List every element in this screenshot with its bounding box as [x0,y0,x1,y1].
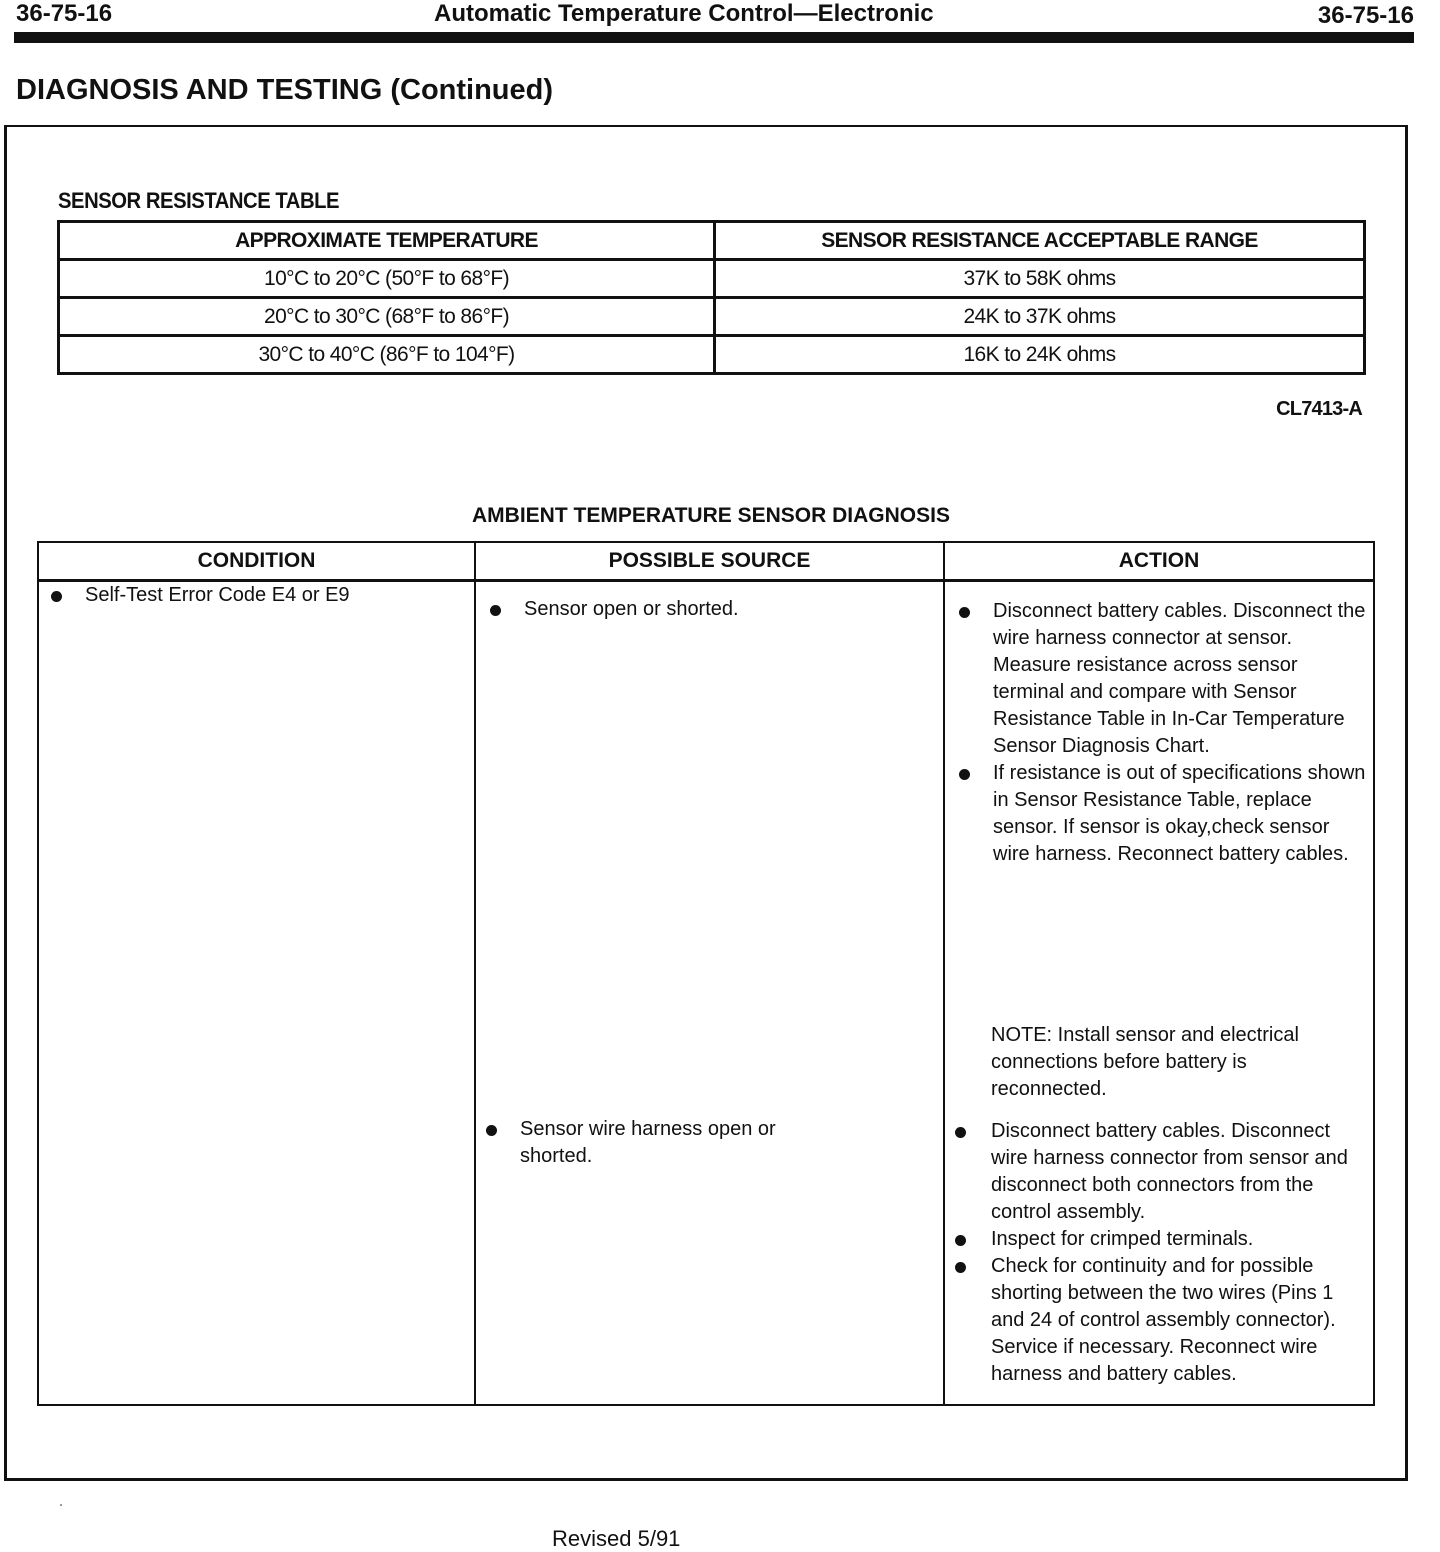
section-title: DIAGNOSIS AND TESTING (Continued) [16,74,554,106]
footer-revision: Revised 5/91 [552,1526,681,1551]
table-header-row [38,542,1374,581]
list-item [39,582,474,609]
header-rule [14,32,1414,43]
bullet-icon [959,769,970,780]
action-text: If resistance is out of specifications shown in Sensor Resistance Table, replace sensor. If sensor is okay,check sensor wire harness. Reconnect battery cables. [993,762,1366,865]
table-cell: 30°C to 40°C (86°F to 104°F) [59,336,715,374]
bullet-icon [490,605,501,616]
table-header-row [59,222,1365,260]
bullet-icon [955,1262,966,1273]
action-cell [944,581,1374,1406]
running-header-title: Automatic Temperature Control—Electronic [434,0,934,27]
table-cell: 10°C to 20°C (50°F to 68°F) [59,260,715,298]
page-number-right: 36-75-16 [1317,2,1414,29]
action-text: Disconnect battery cables. Disconnect wire harness connector from sensor and disconnect both connectors from the control assembly. [991,1120,1348,1223]
table-cell: 37K to 58K ohms [715,260,1365,298]
list-item [943,1226,1367,1253]
page-number-left: 36-75-16 [16,0,113,27]
table-cell: 24K to 37K ohms [715,298,1365,336]
diagnosis-table [37,541,1375,1406]
list-item [943,1253,1367,1388]
bullet-icon [955,1235,966,1246]
column-header: SENSOR RESISTANCE ACCEPTABLE RANGE [715,222,1365,260]
action-text: Check for continuity and for possible shorting between the two wires (Pins 1 and 24 of control assembly connector). Service if necessary. Reconnect wire harness and battery cables. [991,1255,1336,1385]
table-row [38,581,1374,1406]
sensor-resistance-table [57,220,1366,375]
table-row [59,298,1365,336]
list-item [478,596,923,623]
action-text: Disconnect battery cables. Disconnect the wire harness connector at sensor. Measure resistance across sensor terminal and compare with Sensor Resistance Table in In-Car Temperature Sensor Diagnosis Chart. [993,600,1366,757]
list-item [947,598,1367,760]
bullet-icon [486,1125,497,1136]
condition-text: Self-Test Error Code E4 or E9 [85,584,350,606]
list-item [943,1118,1367,1226]
source-text: Sensor wire harness open or shorted. [520,1118,776,1167]
condition-cell [38,581,475,1406]
action-text: Inspect for crimped terminals. [991,1228,1254,1250]
diagnosis-table-title: AMBIENT TEMPERATURE SENSOR DIAGNOSIS [472,504,950,527]
table-cell: 20°C to 30°C (68°F to 86°F) [59,298,715,336]
sensor-resistance-table-label: SENSOR RESISTANCE TABLE [58,188,340,213]
list-item [474,1116,923,1170]
bullet-icon [959,607,970,618]
possible-source-cell [475,581,944,1406]
column-header-source: POSSIBLE SOURCE [475,542,944,581]
table-row [59,260,1365,298]
note-text: NOTE: Install sensor and electrical connections before battery is reconnected. [991,1024,1299,1100]
list-item [947,760,1367,868]
column-header: APPROXIMATE TEMPERATURE [59,222,715,260]
column-header-action: ACTION [944,542,1374,581]
bullet-icon [51,591,62,602]
column-header-condition: CONDITION [38,542,475,581]
bullet-icon [955,1127,966,1138]
source-text: Sensor open or shorted. [524,598,739,620]
figure-code: CL7413-A [1276,398,1362,420]
table-cell: 16K to 24K ohms [715,336,1365,374]
scan-speck [60,1504,62,1506]
table-row [59,336,1365,374]
